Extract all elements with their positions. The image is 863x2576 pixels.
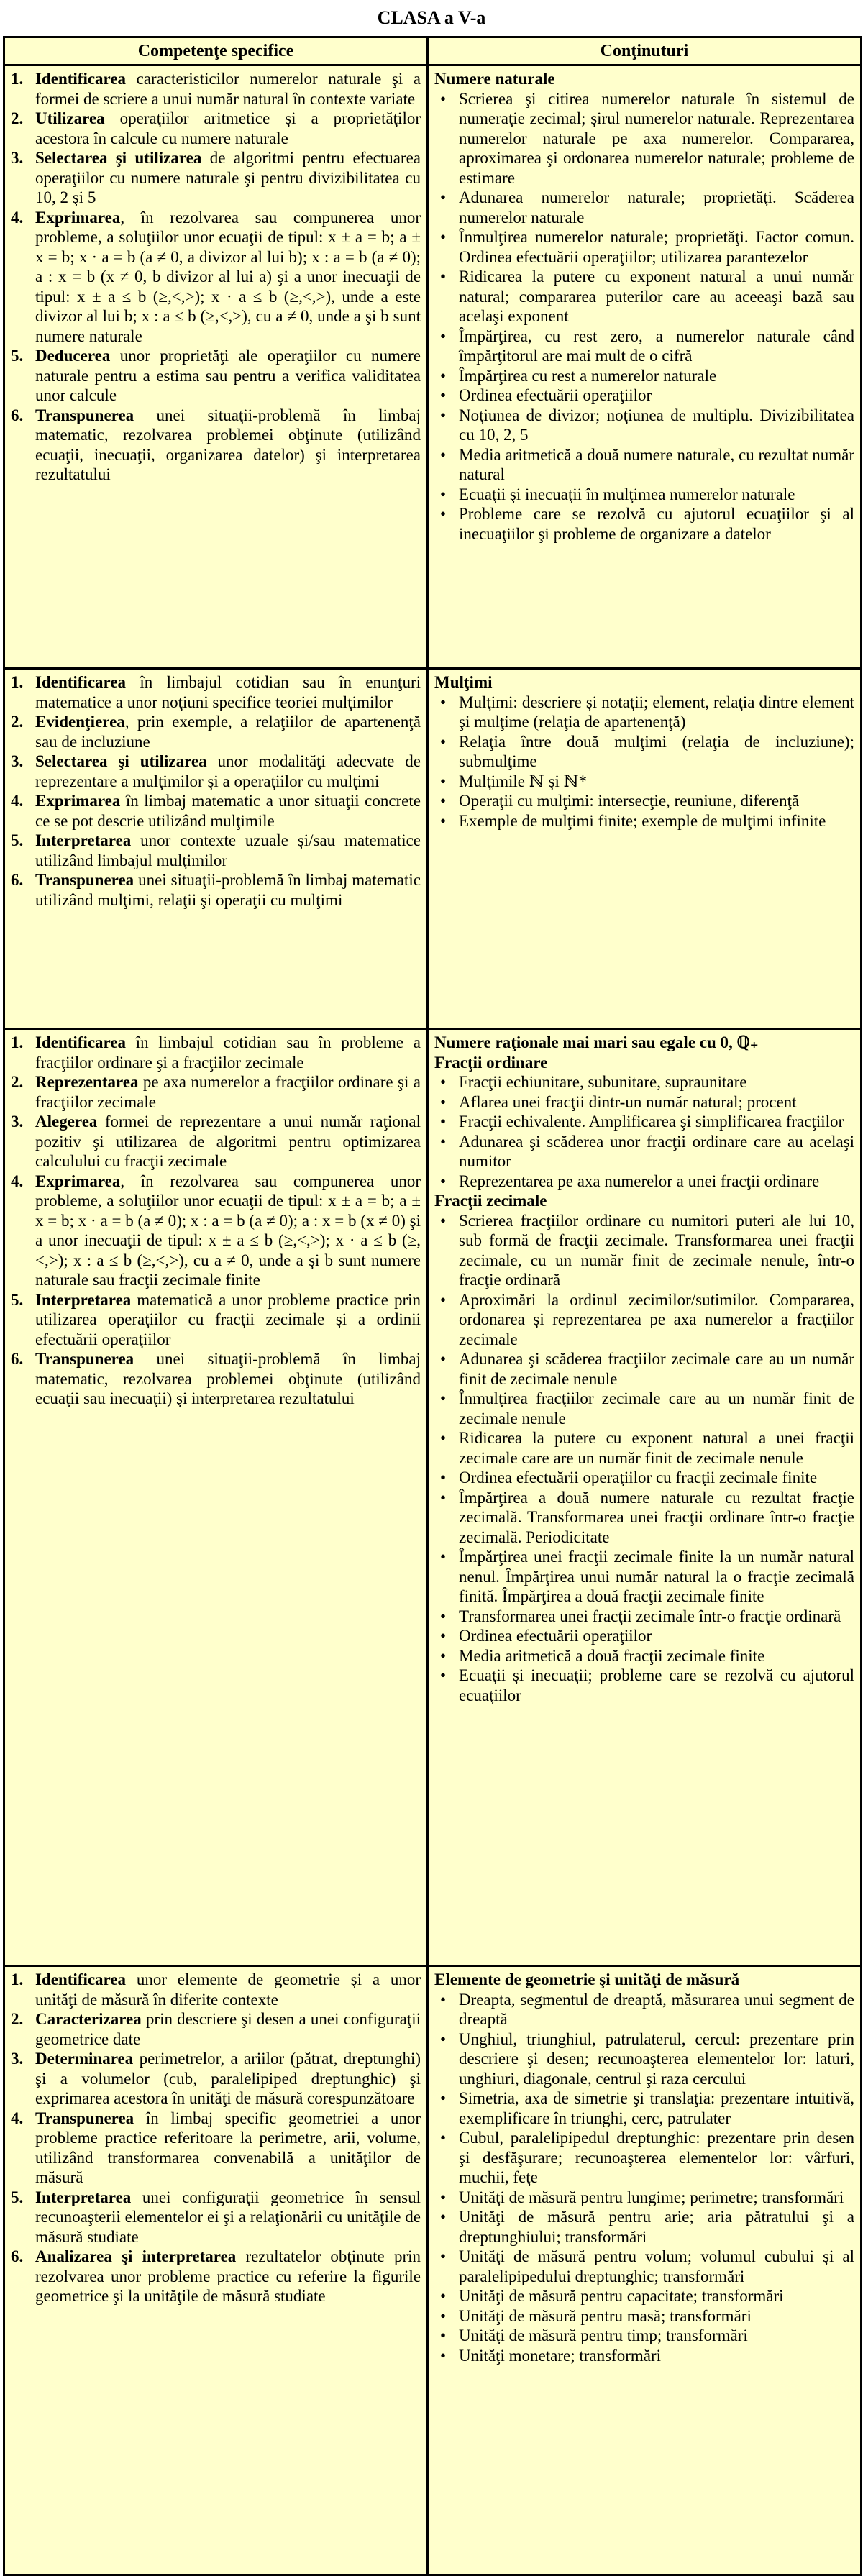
table-row	[4, 1966, 862, 2575]
bullet-icon: •	[440, 1290, 447, 1309]
competenta-keyword: Transpunerea	[35, 1350, 134, 1368]
competenta-item	[11, 69, 421, 109]
continut-text: Mulţimile ℕ şi ℕ*	[459, 772, 588, 790]
competenta-number: 5.	[11, 2188, 24, 2206]
continut-item	[434, 1468, 854, 1488]
bullet-icon: •	[440, 792, 447, 810]
continut-text: Adunarea numerelor naturale; proprietăţi. Scăderea numerelor naturale	[459, 188, 854, 227]
bullet-icon: •	[440, 1092, 447, 1111]
bullet-icon: •	[440, 2287, 447, 2305]
bullet-icon: •	[440, 772, 447, 790]
competenta-item	[11, 1112, 421, 1171]
bullet-icon: •	[440, 2208, 447, 2226]
continut-text: Exemple de mulţimi finite; exemple de mulţimi infinite	[459, 811, 826, 830]
section-title: Fracţii ordinare	[434, 1053, 548, 1072]
bullet-icon: •	[440, 228, 447, 246]
table-header-row	[4, 37, 862, 65]
competenta-item	[11, 2049, 421, 2109]
continut-item	[434, 2188, 854, 2208]
competenta-number: 4.	[11, 208, 24, 227]
continut-item	[434, 1990, 854, 2029]
competenta-text: în limbajul cotidian sau în probleme a fracţiilor ordinare şi a fracţiilor zecimale	[35, 1033, 421, 1072]
continut-item	[434, 1488, 854, 1548]
bullet-icon: •	[440, 1646, 447, 1665]
competenta-text: pe axa numerelor a fracţiilor ordinare şi a fracţiilor zecimale	[35, 1073, 421, 1111]
continut-text: Media aritmetică a două fracţii zecimale finite	[459, 1646, 765, 1665]
competenta-keyword: Transpunerea	[35, 871, 134, 889]
continut-item	[434, 227, 854, 267]
competenta-number: 2.	[11, 109, 24, 127]
continut-text: Împărţirea a două numere naturale cu rezultat fracţie zecimală. Transformarea unei fracţii ordinare într-o fracţie zecimală. Periodicitate	[459, 1488, 854, 1546]
competenta-keyword: Identificarea	[35, 1970, 127, 1988]
bullet-icon: •	[440, 1607, 447, 1625]
competenta-text: de algoritmi pentru efectuarea operaţiilor cu numere naturale şi pentru divizibilitatea cu 10, 2 şi 5	[35, 149, 421, 206]
competenta-number: 5.	[11, 347, 24, 365]
continut-item	[434, 326, 854, 366]
continuturi-cell	[428, 669, 862, 1029]
bullet-icon: •	[440, 386, 447, 404]
continut-text: Mulţimi: descriere şi notaţii; element, relaţia dintre element şi mulţime (relaţia de apartenenţă)	[459, 693, 854, 731]
bullet-icon: •	[440, 326, 447, 345]
continut-text: Ordinea efectuării operaţiilor cu fracţii zecimale finite	[459, 1469, 818, 1486]
bullet-icon: •	[440, 2306, 447, 2325]
continut-text: Dreapta, segmentul de dreaptă, măsurarea unui segment de dreaptă	[459, 1990, 854, 2028]
competenta-number: 3.	[11, 1113, 24, 1131]
competenta-number: 1.	[11, 1033, 24, 1051]
continut-text: Unităţi de măsură pentru volum; volumul cubului şi al paralelipipedului dreptunghic; transformări	[459, 2247, 854, 2285]
bullet-icon: •	[440, 1389, 447, 1407]
competenta-keyword: Exprimarea	[35, 792, 121, 810]
bullet-icon: •	[440, 2346, 447, 2365]
continut-text: Înmulţirea numerelor naturale; proprietăţi. Factor comun. Ordinea efectuării operaţiilor; utilizarea parantezelor	[459, 228, 854, 266]
competenta-item	[11, 831, 421, 870]
competenta-keyword: Interpretarea	[35, 831, 132, 849]
continuturi-cell	[428, 1029, 862, 1966]
continut-text: Înmulţirea fracţiilor zecimale care au un număr finit de zecimale nenule	[459, 1389, 854, 1428]
bullet-icon: •	[440, 1469, 447, 1486]
continut-text: Împărţirea unei fracţii zecimale finite la un număr natural nenul. Împărţirea unui număr natural la o fracţie zecimală finită. Împărţirea a două fracţii zecimale finite	[459, 1548, 854, 1605]
continut-text: Unităţi de măsură pentru masă; transformări	[459, 2306, 752, 2325]
competenta-keyword: Caracterizarea	[35, 2010, 142, 2028]
competenta-keyword: Analizarea şi interpretarea	[35, 2247, 237, 2265]
competente-cell	[4, 669, 428, 1029]
section-title: Mulţimi	[434, 673, 493, 691]
continut-item	[434, 1349, 854, 1389]
continut-item	[434, 1607, 854, 1627]
continuturi-cell	[428, 65, 862, 669]
continut-text: Fracţii echiunitare, subunitare, supraunitare	[459, 1073, 747, 1091]
competenta-keyword: Transpunerea	[35, 406, 134, 424]
bullet-icon: •	[440, 1666, 447, 1684]
continut-text: Unităţi de măsură pentru arie; aria pătratului şi a dreptunghiului; transformări	[459, 2208, 854, 2246]
continut-text: Cubul, paralelipipedul dreptunghic: prezentare prin desen şi desfăşurare; recunoaşterea elementelor lor: vârfuri, muchii, feţe	[459, 2129, 854, 2186]
bullet-icon: •	[440, 505, 447, 523]
header-continuturi: Conţinuturi	[428, 37, 862, 65]
continut-item	[434, 445, 854, 485]
competenta-text: în limbaj matematic a unor situaţii concrete ce se pot descrie utilizând mulţimile	[35, 792, 421, 830]
section-title: Fracţii zecimale	[434, 1192, 547, 1210]
competenta-keyword: Interpretarea	[35, 1290, 132, 1309]
continut-text: Adunarea şi scăderea unor fracţii ordinare care au acelaşi numitor	[459, 1132, 854, 1170]
continut-item	[434, 1112, 854, 1132]
continut-text: Aflarea unei fracţii dintr-un număr natural; procent	[459, 1092, 797, 1111]
competenta-keyword: Deducerea	[35, 347, 111, 365]
bullet-icon: •	[440, 693, 447, 711]
continut-item	[434, 1666, 854, 1705]
competente-list	[11, 672, 421, 910]
continut-text: Operaţii cu mulţimi: intersecţie, reuniune, diferenţă	[459, 792, 800, 810]
table-row	[4, 1029, 862, 1966]
competenta-item	[11, 1290, 421, 1350]
continut-text: Unităţi de măsură pentru capacitate; transformări	[459, 2287, 784, 2305]
continut-text: Ecuaţii şi inecuaţii; probleme care se rezolvă cu ajutorul ecuaţiilor	[459, 1666, 854, 1704]
competenta-keyword: Determinarea	[35, 2050, 134, 2068]
bullet-icon: •	[440, 1073, 447, 1091]
bullet-icon: •	[440, 445, 447, 464]
continut-item	[434, 406, 854, 445]
continut-item	[434, 504, 854, 544]
bullet-icon: •	[440, 2129, 447, 2147]
competenta-number: 4.	[11, 1171, 24, 1190]
bullet-icon: •	[440, 89, 447, 108]
continut-text: Aproximări la ordinul zecimilor/sutimilor. Compararea, ordonarea şi reprezentarea pe axa numerelor a fracţiilor zecimale	[459, 1290, 854, 1348]
continut-item	[434, 2207, 854, 2247]
competenta-keyword: Identificarea	[35, 673, 127, 691]
competenta-keyword: Transpunerea	[35, 2109, 134, 2127]
competenta-item	[11, 1171, 421, 1290]
continut-text: Împărţirea cu rest a numerelor naturale	[459, 366, 717, 385]
continut-text: Unghiul, triunghiul, patrulaterul, cercul: prezentare prin descriere şi desen; recunoaşterea elementelor lor: laturi, unghiuri, diagonale, centrul şi raza cercului	[459, 2029, 854, 2088]
continut-item	[434, 2088, 854, 2128]
continut-item	[434, 1211, 854, 1290]
competenta-number: 3.	[11, 2050, 24, 2068]
competenta-text: operaţiilor aritmetice şi a proprietăţilor acestora în calcule cu numere naturale	[35, 109, 421, 147]
continut-item	[434, 2029, 854, 2089]
continut-text: Unităţi monetare; transformări	[459, 2346, 662, 2365]
continut-item	[434, 811, 854, 831]
continut-text: Ordinea efectuării operaţiilor	[459, 1627, 652, 1645]
competente-list	[11, 69, 421, 485]
continut-item	[434, 2286, 854, 2306]
competenta-text: unei situaţii-problemă în limbaj matematic utilizând mulţimi, relaţii şi operaţii cu mulţimi	[35, 871, 421, 909]
continut-text: Unităţi de măsură pentru lungime; perimetre; transformări	[459, 2188, 844, 2206]
competenta-keyword: Interpretarea	[35, 2188, 132, 2206]
competente-list	[11, 1970, 421, 2306]
bullet-icon: •	[440, 2089, 447, 2107]
continut-item	[434, 2306, 854, 2326]
continut-item	[434, 385, 854, 406]
continuturi-cell	[428, 1966, 862, 2575]
continut-text: Adunarea şi scăderea fracţiilor zecimale care au un număr finit de zecimale nenule	[459, 1350, 854, 1388]
competenta-keyword: Reprezentarea	[35, 1073, 139, 1091]
continut-item	[434, 1389, 854, 1428]
competenta-number: 5.	[11, 831, 24, 849]
bullet-icon: •	[440, 1548, 447, 1566]
continut-text: Scrierea fracţiilor ordinare cu numitori puteri ale lui 10, sub formă de fracţii zecimale. Transformarea unei fracţii zecimale, cu un număr finit de zecimale nenule, într-o fracţie ordinară	[459, 1211, 854, 1289]
continut-text: Împărţirea, cu rest zero, a numerelor naturale când împărţitorul are mai mult de o cifră	[459, 326, 854, 365]
continut-text: Simetria, axa de simetrie şi translaţia: prezentare intuitivă, exemplificare în triunghi, cerc, patrulater	[459, 2089, 854, 2127]
bullet-icon: •	[440, 485, 447, 503]
competenta-text: unor elemente de geometrie şi a unor unităţi de măsură în diferite contexte	[35, 1970, 421, 2009]
bullet-icon: •	[440, 1132, 447, 1151]
bullet-icon: •	[440, 1488, 447, 1507]
continut-item	[434, 1646, 854, 1666]
continut-item	[434, 2346, 854, 2366]
competenta-item	[11, 712, 421, 752]
bullet-icon: •	[440, 366, 447, 385]
continut-item	[434, 267, 854, 326]
competenta-keyword: Selectarea şi utilizarea	[35, 752, 207, 770]
competenta-text: unor proprietăţi ale operaţiilor cu numere naturale pentru a estima sau pentru a verifica validitatea unor calcule	[35, 347, 421, 404]
continut-item	[434, 2128, 854, 2188]
continut-text: Unităţi de măsură pentru timp; transformări	[459, 2326, 748, 2344]
competenta-number: 4.	[11, 2109, 24, 2127]
continut-text: Fracţii echivalente. Amplificarea şi simplificarea fracţiilor	[459, 1113, 844, 1131]
table-row	[4, 669, 862, 1029]
continut-list	[434, 1990, 854, 2366]
continut-list	[434, 89, 854, 544]
continut-item	[434, 1072, 854, 1092]
bullet-icon: •	[440, 1990, 447, 2009]
competenta-number: 3.	[11, 149, 24, 167]
continut-item	[434, 732, 854, 772]
competenta-text: unei situaţii-problemă în limbaj matematic, rezolvarea problemei obţinute (utilizând ecuaţii sau inecuaţii) şi interpretarea rezultatului	[35, 1350, 421, 1407]
continut-item	[434, 1092, 854, 1113]
bullet-icon: •	[440, 1211, 447, 1230]
bullet-icon: •	[440, 2029, 447, 2048]
competenta-keyword: Identificarea	[35, 1033, 127, 1051]
competenta-text: matematică a unor probleme practice prin utilizarea operaţiilor cu fracţii zecimale şi a ordinii efectuării operaţiilor	[35, 1290, 421, 1348]
continut-item	[434, 1547, 854, 1607]
bullet-icon: •	[440, 732, 447, 751]
competenta-number: 3.	[11, 752, 24, 770]
competenta-keyword: Selectarea şi utilizarea	[35, 149, 202, 167]
competenta-text: prin descriere şi desen a unei configuraţii geometrice date	[35, 2010, 421, 2048]
competenta-text: , prin exemple, a relaţiilor de apartenenţă sau de incluziune	[35, 713, 421, 751]
competenta-number: 1.	[11, 1970, 24, 1988]
competenta-keyword: Exprimarea	[35, 1171, 121, 1190]
continut-text: Scrierea şi citirea numerelor naturale în sistemul de numeraţie zecimal; şirul numerelor naturale. Reprezentarea numerelor naturale pe axa numerelor. Compararea, aproximarea şi ordonarea numerelor naturale; probleme de estimare	[459, 89, 854, 187]
continut-item	[434, 2247, 854, 2286]
page-title: CLASA a V-a	[377, 7, 486, 28]
competenta-item	[11, 109, 421, 148]
continut-text: Noţiunea de divizor; noţiunea de multiplu. Divizibilitatea cu 10, 2, 5	[459, 406, 854, 444]
continut-item	[434, 485, 854, 505]
competenta-text: unei configuraţii geometrice în sensul recunoaşterii elementelor ei şi a relaţionării cu unităţile de măsură studiate	[35, 2188, 421, 2246]
continut-item	[434, 2326, 854, 2346]
competenta-item	[11, 2009, 421, 2049]
competenta-number: 2.	[11, 1073, 24, 1091]
curriculum-table	[3, 36, 862, 2576]
competenta-number: 2.	[11, 713, 24, 731]
competenta-number: 6.	[11, 2247, 24, 2265]
continut-item	[434, 89, 854, 188]
competente-cell	[4, 1966, 428, 2575]
competenta-text: perimetrelor, a ariilor (pătrat, dreptunghi) şi a volumelor (cub, paralelipiped dreptunghic) şi exprimarea acestora în unităţi de măsură corespunzătoare	[35, 2050, 421, 2107]
competenta-item	[11, 1033, 421, 1072]
competenta-item	[11, 1072, 421, 1112]
competenta-item	[11, 148, 421, 208]
competente-cell	[4, 1029, 428, 1966]
continut-text: Transformarea unei fracţii zecimale într-o fracţie ordinară	[459, 1607, 841, 1625]
table-row	[4, 65, 862, 669]
competenta-text: caracteristicilor numerelor naturale şi a formei de scriere a unui număr natural în contexte variate	[35, 70, 421, 108]
competente-cell	[4, 65, 428, 669]
competenta-item	[11, 1970, 421, 2009]
competenta-number: 5.	[11, 1290, 24, 1309]
continut-list	[434, 1072, 854, 1191]
competenta-number: 1.	[11, 673, 24, 691]
competenta-item	[11, 208, 421, 347]
competenta-item	[11, 791, 421, 831]
continut-item	[434, 772, 854, 792]
continut-text: Ordinea efectuării operaţiilor	[459, 386, 652, 404]
competenta-item	[11, 1349, 421, 1409]
competenta-number: 2.	[11, 2010, 24, 2028]
competenta-text: unor modalităţi adecvate de reprezentare a mulţimilor şi a operaţiilor cu mulţimi	[35, 752, 421, 790]
competenta-number: 6.	[11, 406, 24, 424]
section-title: Elemente de geometrie şi unităţi de măsură	[434, 1970, 740, 1988]
competenta-item	[11, 2247, 421, 2306]
competenta-item	[11, 346, 421, 406]
continut-text: Ridicarea la putere cu exponent natural a unui număr natural; compararea puterilor care au aceeaşi bază sau acelaşi exponent	[459, 268, 854, 325]
competenta-number: 6.	[11, 871, 24, 889]
continut-item	[434, 188, 854, 227]
continut-item	[434, 1290, 854, 1350]
continut-item	[434, 693, 854, 732]
competenta-keyword: Utilizarea	[35, 109, 105, 127]
section-title: Numere naturale	[434, 70, 555, 88]
competenta-text: formei de reprezentare a unui număr raţional pozitiv şi utilizarea de algoritmi pentru optimizarea calculului cu fracţii zecimale	[35, 1113, 421, 1170]
continut-item	[434, 366, 854, 386]
competenta-item	[11, 2109, 421, 2188]
competenta-item	[11, 2188, 421, 2247]
competente-list	[11, 1033, 421, 1409]
header-competente: Competenţe specifice	[4, 37, 428, 65]
competenta-number: 6.	[11, 1350, 24, 1368]
competenta-text: unor contexte uzuale şi/sau matematice utilizând limbajul mulţimilor	[35, 831, 421, 869]
competenta-text: , în rezolvarea sau compunerea unor probleme, a soluţiilor unor ecuaţii de tipul: x ± a = b; a ± x = b; x · a = b (a ≠ 0, a divizor al lui b); x : a = b (a ≠ 0); a : x = b (x ≠ 0, b divizor al lui a) şi a unor inecuaţii de tipul: x ± a ≤ b (≥,<,>); x · a ≤ b (≥,<,>), unde a este divizor al lui b; x : a ≤ b (≥,<,>), cu a ≠ 0, unde a şi b sunt numere naturale	[35, 208, 421, 345]
competenta-number: 4.	[11, 792, 24, 810]
bullet-icon: •	[440, 811, 447, 830]
continut-list	[434, 693, 854, 831]
bullet-icon: •	[440, 2326, 447, 2344]
bullet-icon: •	[440, 1350, 447, 1368]
bullet-icon: •	[440, 2188, 447, 2206]
competenta-keyword: Alegerea	[35, 1113, 98, 1131]
competenta-text: , în rezolvarea sau compunerea unor probleme, a soluţiilor unor ecuaţii de tipul: x ± a = b; a ± x = b; x · a = b (a ≠ 0); x : a = b (a ≠ 0); a : x = b (x ≠ 0) şi a unor inecuaţii de tipul: x ± a ≤ b (≥,<,>); x · a ≤ b (≥,<,>); x : a ≤ b (≥,<,>), cu a ≠ 0, unde a şi b sunt numere naturale sau fracţii zecimale finite	[35, 1171, 421, 1289]
bullet-icon: •	[440, 268, 447, 286]
competenta-item	[11, 870, 421, 910]
competenta-text: în limbajul cotidian sau în enunţuri matematice a unor noţiuni specifice teoriei mulţimilor	[35, 673, 421, 711]
competenta-text: în limbaj specific geometriei a unor probleme practice referitoare la perimetre, arii, volume, utilizând transformarea convenabilă a unităţilor de măsură	[35, 2109, 421, 2186]
continut-text: Media aritmetică a două numere naturale, cu rezultat număr natural	[459, 445, 854, 483]
bullet-icon: •	[440, 2247, 447, 2265]
continut-item	[434, 791, 854, 811]
competenta-keyword: Identificarea	[35, 70, 127, 88]
continut-text: Relaţia între două mulţimi (relaţia de incluziune); submulţime	[459, 732, 854, 770]
bullet-icon: •	[440, 406, 447, 424]
competenta-item	[11, 672, 421, 712]
continut-text: Reprezentarea pe axa numerelor a unei fracţii ordinare	[459, 1171, 820, 1190]
competenta-keyword: Evidenţierea	[35, 713, 125, 731]
continut-text: Ridicarea la putere cu exponent natural a unei fracţii zecimale care are un număr finit de zecimale nenule	[459, 1429, 854, 1467]
bullet-icon: •	[440, 1171, 447, 1190]
competenta-item	[11, 752, 421, 791]
competenta-text: rezultatelor obţinute prin rezolvarea unor probleme practice cu referire la figurile geometrice şi la unităţile de măsură studiate	[35, 2247, 421, 2305]
continut-item	[434, 1428, 854, 1468]
competenta-item	[11, 406, 421, 485]
competenta-text: unei situaţii-problemă în limbaj matematic, rezolvarea problemei obţinute (utilizând ecuaţii, inecuaţii, organizarea datelor) şi interpretarea rezultatului	[35, 406, 421, 483]
continut-item	[434, 1171, 854, 1192]
continut-item	[434, 1132, 854, 1171]
bullet-icon: •	[440, 1627, 447, 1645]
continut-text: Ecuaţii şi inecuaţii în mulţimea numerelor naturale	[459, 485, 795, 503]
competenta-keyword: Exprimarea	[35, 208, 121, 227]
continut-text: Probleme care se rezolvă cu ajutorul ecuaţiilor şi al inecuaţiilor şi probleme de organizare a datelor	[459, 505, 854, 543]
bullet-icon: •	[440, 188, 447, 206]
section-title: Numere raţionale mai mari sau egale cu 0, ℚ₊	[434, 1033, 759, 1051]
bullet-icon: •	[440, 1113, 447, 1131]
continut-list	[434, 1211, 854, 1706]
competenta-number: 1.	[11, 70, 24, 88]
continut-item	[434, 1626, 854, 1646]
bullet-icon: •	[440, 1429, 447, 1447]
